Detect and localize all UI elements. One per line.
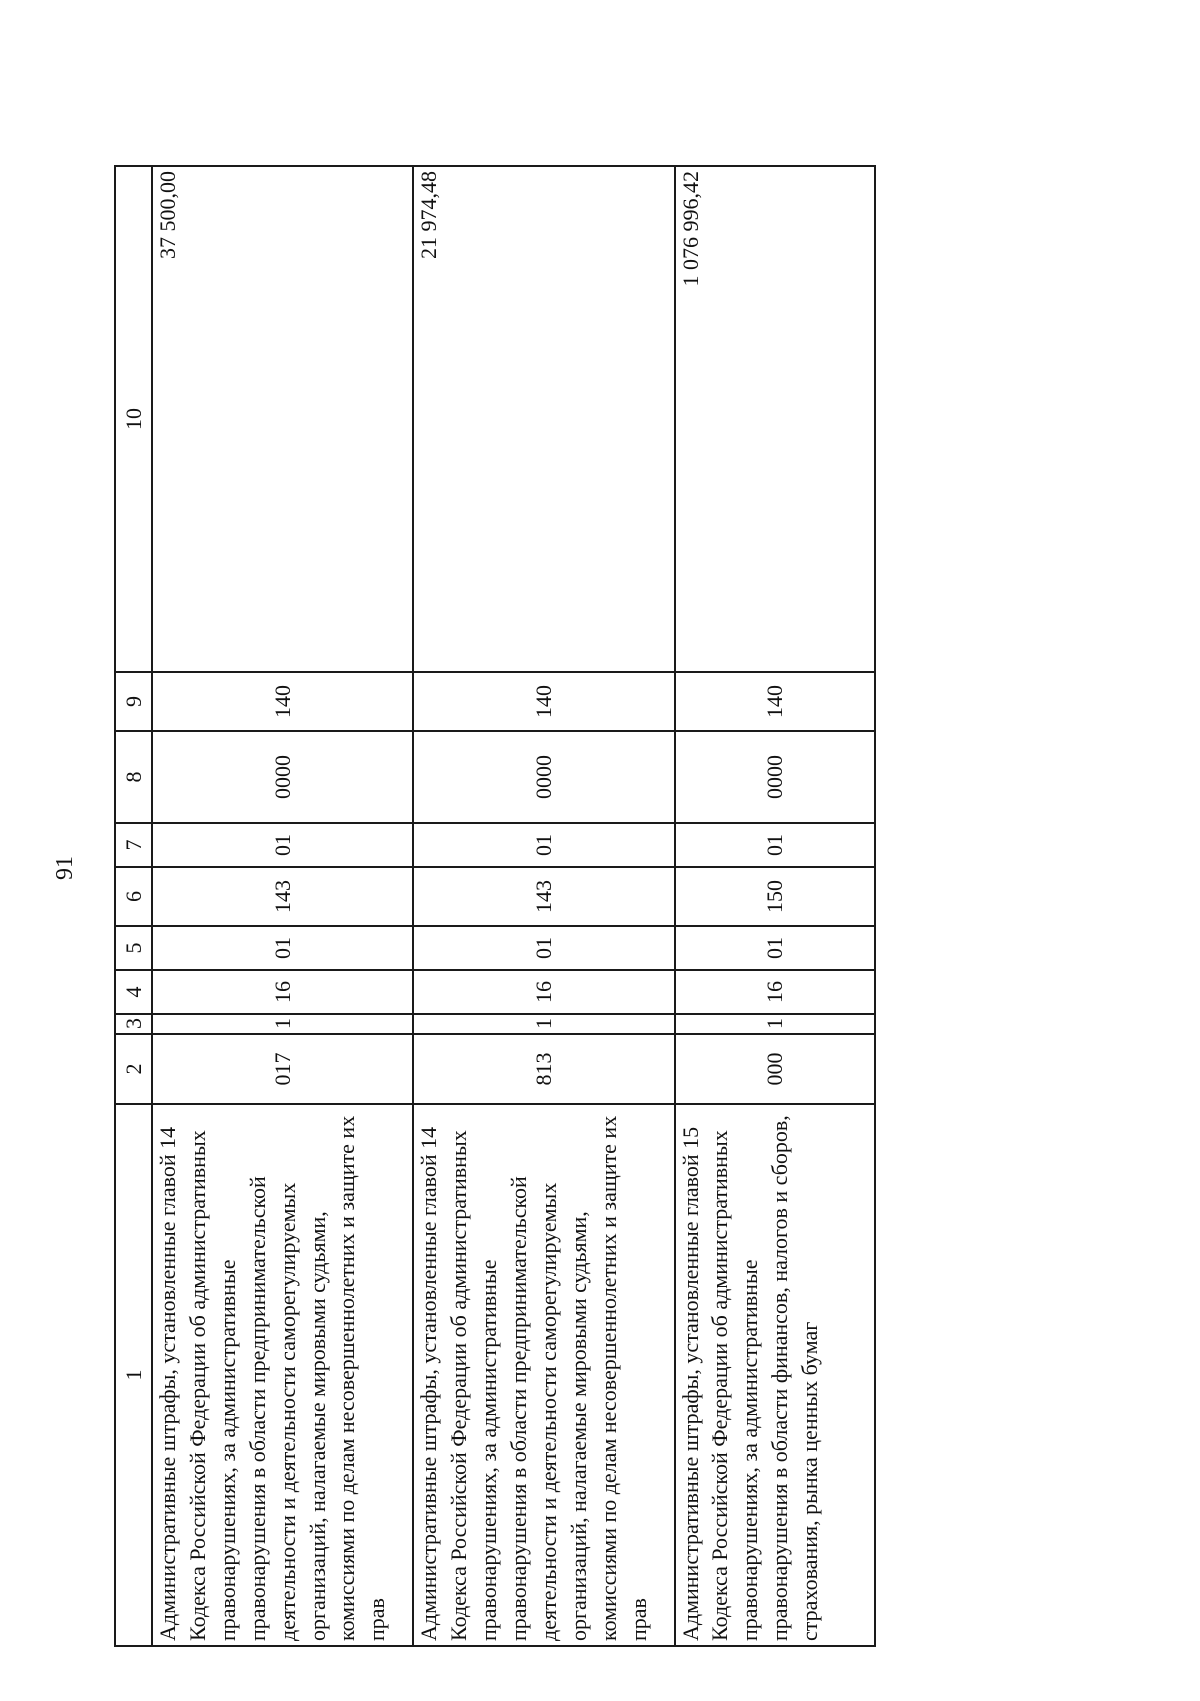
column-header-8: 8 xyxy=(115,731,152,823)
row-description: Административные штрафы, установленные главой 14 Кодекса Российской Федерации об административных правонарушениях, за административные правонарушения в области предпринимательской деятельности и деятельности саморегулируемых организаций, налагаемые мировыми судьями, комиссиями по делам несовершеннолетних и защите их прав xyxy=(152,1104,413,1646)
column-header-1: 1 xyxy=(115,1104,152,1646)
column-header-9: 9 xyxy=(115,672,152,731)
column-header-7: 7 xyxy=(115,823,152,867)
admin-code-cell: 813 xyxy=(413,1034,674,1104)
code-subarticle-cell: 150 xyxy=(675,867,876,926)
column-header-4: 4 xyxy=(115,970,152,1014)
column-header-10: 10 xyxy=(115,166,152,672)
code-subarticle-cell: 143 xyxy=(413,867,674,926)
column-header-3: 3 xyxy=(115,1014,152,1034)
code-group-cell: 1 xyxy=(152,1014,413,1034)
code-group-cell: 1 xyxy=(675,1014,876,1034)
code-program-cell: 0000 xyxy=(152,731,413,823)
code-element-cell: 01 xyxy=(413,823,674,867)
header-row xyxy=(115,166,152,1646)
code-article-cell: 01 xyxy=(675,926,876,970)
column-header-2: 2 xyxy=(115,1034,152,1104)
budget-revenue-table xyxy=(114,165,876,1647)
admin-code-cell: 000 xyxy=(675,1034,876,1104)
code-program-cell: 0000 xyxy=(413,731,674,823)
code-element-cell: 01 xyxy=(152,823,413,867)
table-row xyxy=(152,166,413,1646)
code-subarticle-cell: 143 xyxy=(152,867,413,926)
code-economic-cell: 140 xyxy=(152,672,413,731)
code-economic-cell: 140 xyxy=(413,672,674,731)
code-subgroup-cell: 16 xyxy=(152,970,413,1014)
amount-cell: 37 500,00 xyxy=(152,166,413,672)
code-program-cell: 0000 xyxy=(675,731,876,823)
code-economic-cell: 140 xyxy=(675,672,876,731)
code-article-cell: 01 xyxy=(413,926,674,970)
table-row xyxy=(675,166,876,1646)
column-header-5: 5 xyxy=(115,926,152,970)
admin-code-cell: 017 xyxy=(152,1034,413,1104)
code-subgroup-cell: 16 xyxy=(675,970,876,1014)
column-header-6: 6 xyxy=(115,867,152,926)
row-description: Административные штрафы, установленные главой 15 Кодекса Российской Федерации об административных правонарушениях, за административные правонарушения в области финансов, налогов и сборов, страхования, рынка ценных бумаг xyxy=(675,1104,876,1646)
code-article-cell: 01 xyxy=(152,926,413,970)
table-row xyxy=(413,166,674,1646)
code-group-cell: 1 xyxy=(413,1014,674,1034)
row-description: Административные штрафы, установленные главой 14 Кодекса Российской Федерации об административных правонарушениях, за административные правонарушения в области предпринимательской деятельности и деятельности саморегулируемых организаций, налагаемые мировыми судьями, комиссиями по делам несовершеннолетних и защите их прав xyxy=(413,1104,674,1646)
amount-cell: 21 974,48 xyxy=(413,166,674,672)
code-subgroup-cell: 16 xyxy=(413,970,674,1014)
code-element-cell: 01 xyxy=(675,823,876,867)
amount-cell: 1 076 996,42 xyxy=(675,166,876,672)
page-number: 91 xyxy=(52,856,78,880)
rotated-table-container xyxy=(114,167,876,1647)
